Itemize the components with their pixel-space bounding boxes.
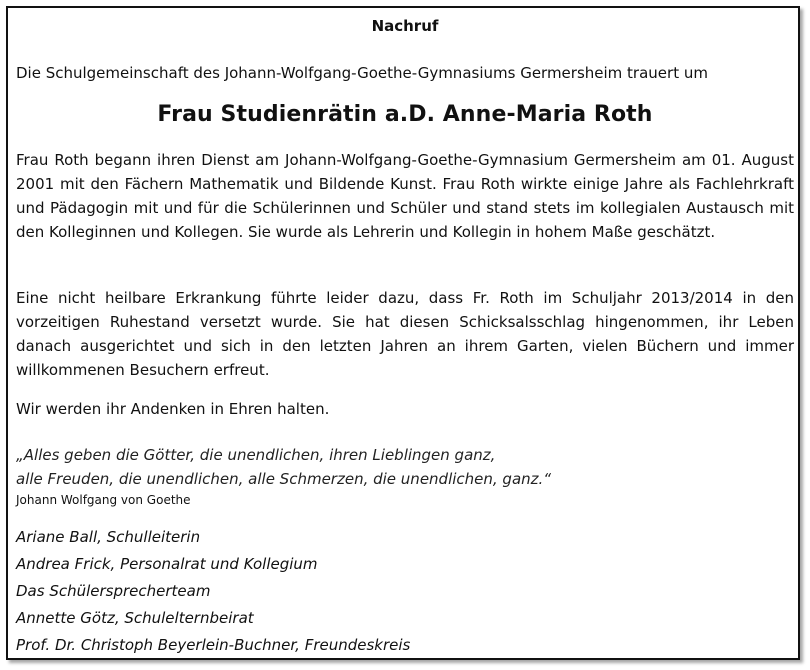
quote-line-1: „Alles geben die Götter, die unendlichen, ihren Lieblingen ganz,	[16, 446, 496, 464]
document-heading: Nachruf	[371, 17, 439, 35]
signatory-staff-council: Andrea Frick, Personalrat und Kollegium	[16, 555, 318, 573]
deceased-name: Frau Studienrätin a.D. Anne-Maria Roth	[157, 102, 653, 127]
signatory-student-team: Das Schülersprecherteam	[16, 582, 211, 600]
intro-line: Die Schulgemeinschaft des Johann-Wolfgang-Goethe-Gymnasiums Germersheim trauert um	[16, 64, 708, 82]
signatory-principal: Ariane Ball, Schulleiterin	[16, 528, 201, 546]
closing-line: Wir werden ihr Andenken in Ehren halten.	[16, 400, 330, 418]
quote-author: Johann Wolfgang von Goethe	[16, 493, 191, 507]
paragraph-career: Frau Roth begann ihren Dienst am Johann-Wolfgang-Goethe-Gymnasium Germersheim am 01. August 2001 mit den Fächern Mathematik und Bildende Kunst. Frau Roth wirkte einige Jahre als Fachlehrkraft und Pädagogin mit und für die Schülerinnen und Schüler und stand stets im kollegialen Austausch mit den Kolleginnen und Kollegen. Sie wurde als Lehrerin und Kollegin in hohem Maße geschätzt.	[16, 151, 794, 241]
quote-line-2: alle Freuden, die unendlichen, alle Schmerzen, die unendlichen, ganz.“	[16, 470, 552, 488]
signatory-friends-circle: Prof. Dr. Christoph Beyerlein-Buchner, Freundeskreis	[16, 636, 411, 654]
signatory-parents-council: Annette Götz, Schulelternbeirat	[16, 609, 254, 627]
paragraph-illness: Eine nicht heilbare Erkrankung führte leider dazu, dass Fr. Roth im Schuljahr 2013/2014 in den vorzeitigen Ruhestand versetzt wurde. Sie hat diesen Schicksalsschlag hingenommen, ihr Leben danach ausgerichtet und sich in den letzten Jahren an ihrem Garten, vielen Büchern und immer willkommenen Besuchern erfreut.	[16, 289, 794, 379]
